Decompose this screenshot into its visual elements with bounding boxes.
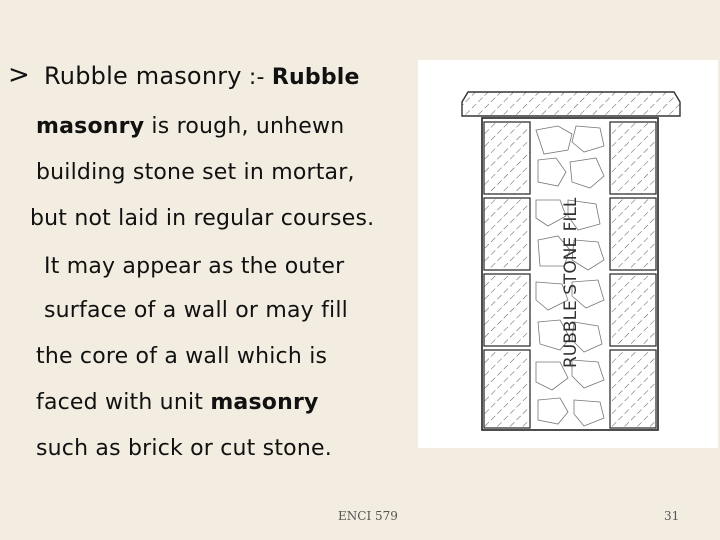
line-text: It may appear as the outer — [44, 254, 345, 279]
line-text: but not laid in regular courses. — [30, 206, 375, 231]
rubble-wall-figure — [418, 60, 718, 448]
bullet-marker: > — [8, 60, 30, 90]
heading-line — [44, 62, 360, 90]
body-line-4 — [44, 254, 344, 279]
line-text: such as brick or cut stone. — [36, 436, 332, 461]
coping-stone — [462, 92, 680, 116]
body-line-1 — [36, 114, 344, 139]
wall-section-drawing — [418, 60, 718, 448]
heading-bold-term: Rubble — [271, 65, 360, 90]
line-text: the core of a wall which is — [36, 344, 328, 369]
footer-page-number: 31 — [664, 509, 680, 523]
footer-course: ENCI 579 — [338, 509, 398, 523]
left-brick-wythe — [484, 122, 530, 428]
body-line-6 — [36, 344, 327, 369]
heading-text: Rubble masonry — [44, 62, 242, 90]
body-line-7 — [36, 390, 319, 415]
body-line-8 — [36, 436, 332, 461]
line-text: is rough, unhewn — [144, 114, 345, 139]
rubble-fill-label: RUBBLE STONE FILL — [561, 197, 581, 368]
heading-separator: :- — [248, 65, 265, 90]
bold-term: masonry — [36, 114, 145, 139]
bold-term: masonry — [210, 390, 319, 415]
body-line-5 — [44, 298, 348, 323]
body-line-3 — [30, 206, 374, 231]
body-line-2 — [36, 160, 355, 185]
line-text: surface of a wall or may fill — [44, 298, 348, 323]
line-text: faced with unit — [36, 390, 211, 415]
right-brick-wythe — [610, 122, 656, 428]
line-text: building stone set in mortar, — [36, 160, 355, 185]
